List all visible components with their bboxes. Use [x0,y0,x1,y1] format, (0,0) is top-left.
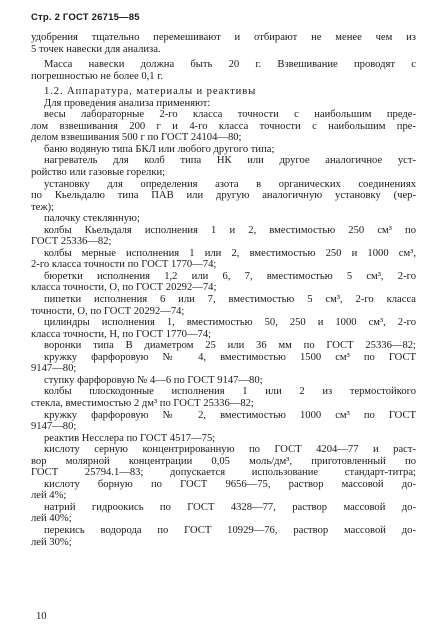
page-header: Стр. 2 ГОСТ 26715—85 [31,12,140,23]
text-line: реактив Несслера по ГОСТ 4517—75; [44,432,216,444]
text-line: Для проведения анализа применяют: [44,97,211,109]
text-line: ройство или газовые горелки; [31,167,166,179]
text-line: 1.2. Аппаратура, материалы и реактивы [44,86,257,98]
text-line: погрешностью не более 0,1 г. [31,70,164,82]
text-line: весы лабораторные 2-го класса точности с наибольшим преде- [44,109,416,121]
page-number: 10 [36,611,47,622]
body-text [31,32,416,548]
text-line: точности, О, по ГОСТ 20292—74; [31,305,185,317]
text-line: колбы плоскодонные исполнения 1 или 2 из термостойкого [44,386,416,398]
text-line: ГОСТ 25794.1—83; допускается использование стандарт-титра; [31,467,416,479]
text-line: 2-го класса точности по ГОСТ 1770—74; [31,259,217,271]
text-line: ГОСТ 25336—82; [31,236,112,248]
text-line: 5 точек навески для анализа. [31,43,161,55]
text-line: лей 30%; [31,536,72,548]
document-page [31,12,416,548]
text-line: кружку фарфоровую № 2, вместимостью 1000 см³ по ГОСТ [44,409,416,421]
text-line: колбы мерные исполнения 1 или 2, вместимостью 250 и 1000 см³, [44,247,416,259]
text-line: баню водяную типа БКЛ или любого другого типа; [44,143,275,155]
text-line: установку для определения азота в органических соединениях [44,178,416,190]
text-line: по Кьельдалю типа ПАВ или другую аналогичную установку (чер- [31,190,416,202]
text-line: класса точности, Н, по ГОСТ 1770—74; [31,328,212,340]
text-line: 9147—80; [31,363,77,375]
text-line: колбы Кьельдаля исполнения 1 и 2, вместимостью 250 см³ по [44,224,416,236]
text-line: палочку стеклянную; [44,213,140,225]
text-line: пипетки исполнения 6 или 7, вместимостью 5 см³, 2-го класса [44,294,416,306]
text-line: Масса навески должна быть 20 г. Взвешивание проводят с [44,59,416,71]
text-line: вор молярной концентрации 0,05 моль/дм³, приготовленный по [31,455,416,467]
text-line: теж); [31,201,55,213]
text-line: стекла, вместимостью 2 дм³ по ГОСТ 25336—82; [31,397,254,409]
text-line: перекись водорода по ГОСТ 10929—76, раствор массовой до- [44,524,416,536]
text-line: бюретки исполнения 1,2 или 6, 7, вместимостью 5 см³, 2-го [44,270,416,282]
text-line: 9147—80; [31,421,77,433]
text-line: ступку фарфоровую № 4—6 по ГОСТ 9147—80; [44,374,263,386]
text-line: натрий гидроокись по ГОСТ 4328—77, раствор массовой до- [44,501,416,513]
text-line: лей 4%; [31,490,67,502]
text-line: лей 40%; [31,513,72,525]
text-line: делом взвешивания 500 г по ГОСТ 24104—80; [31,132,242,144]
text-line: удобрения тщательно перемешивают и отбирают не менее чем из [31,32,416,43]
text-line: нагреватель для колб типа НК или другое аналогичное уст- [44,155,416,167]
text-line: кислоту серную концентрированную по ГОСТ 4204—77 и раст- [44,444,416,456]
text-line: цилиндры исполнения 1, вместимостью 50, 250 и 1000 см³, 2-го [44,317,416,329]
text-line: лом взвешивания 200 г и 4-го класса точности с наибольшим пре- [31,120,416,132]
text-line: воронки типа В диаметром 25 или 36 мм по ГОСТ 25336—82; [44,340,416,352]
text-line: кружку фарфоровую № 4, вместимостью 1500 см³ по ГОСТ [44,351,416,363]
text-line: класса точности, О, по ГОСТ 20292—74; [31,282,217,294]
text-line: кислоту борную по ГОСТ 9656—75, раствор массовой до- [44,478,416,490]
